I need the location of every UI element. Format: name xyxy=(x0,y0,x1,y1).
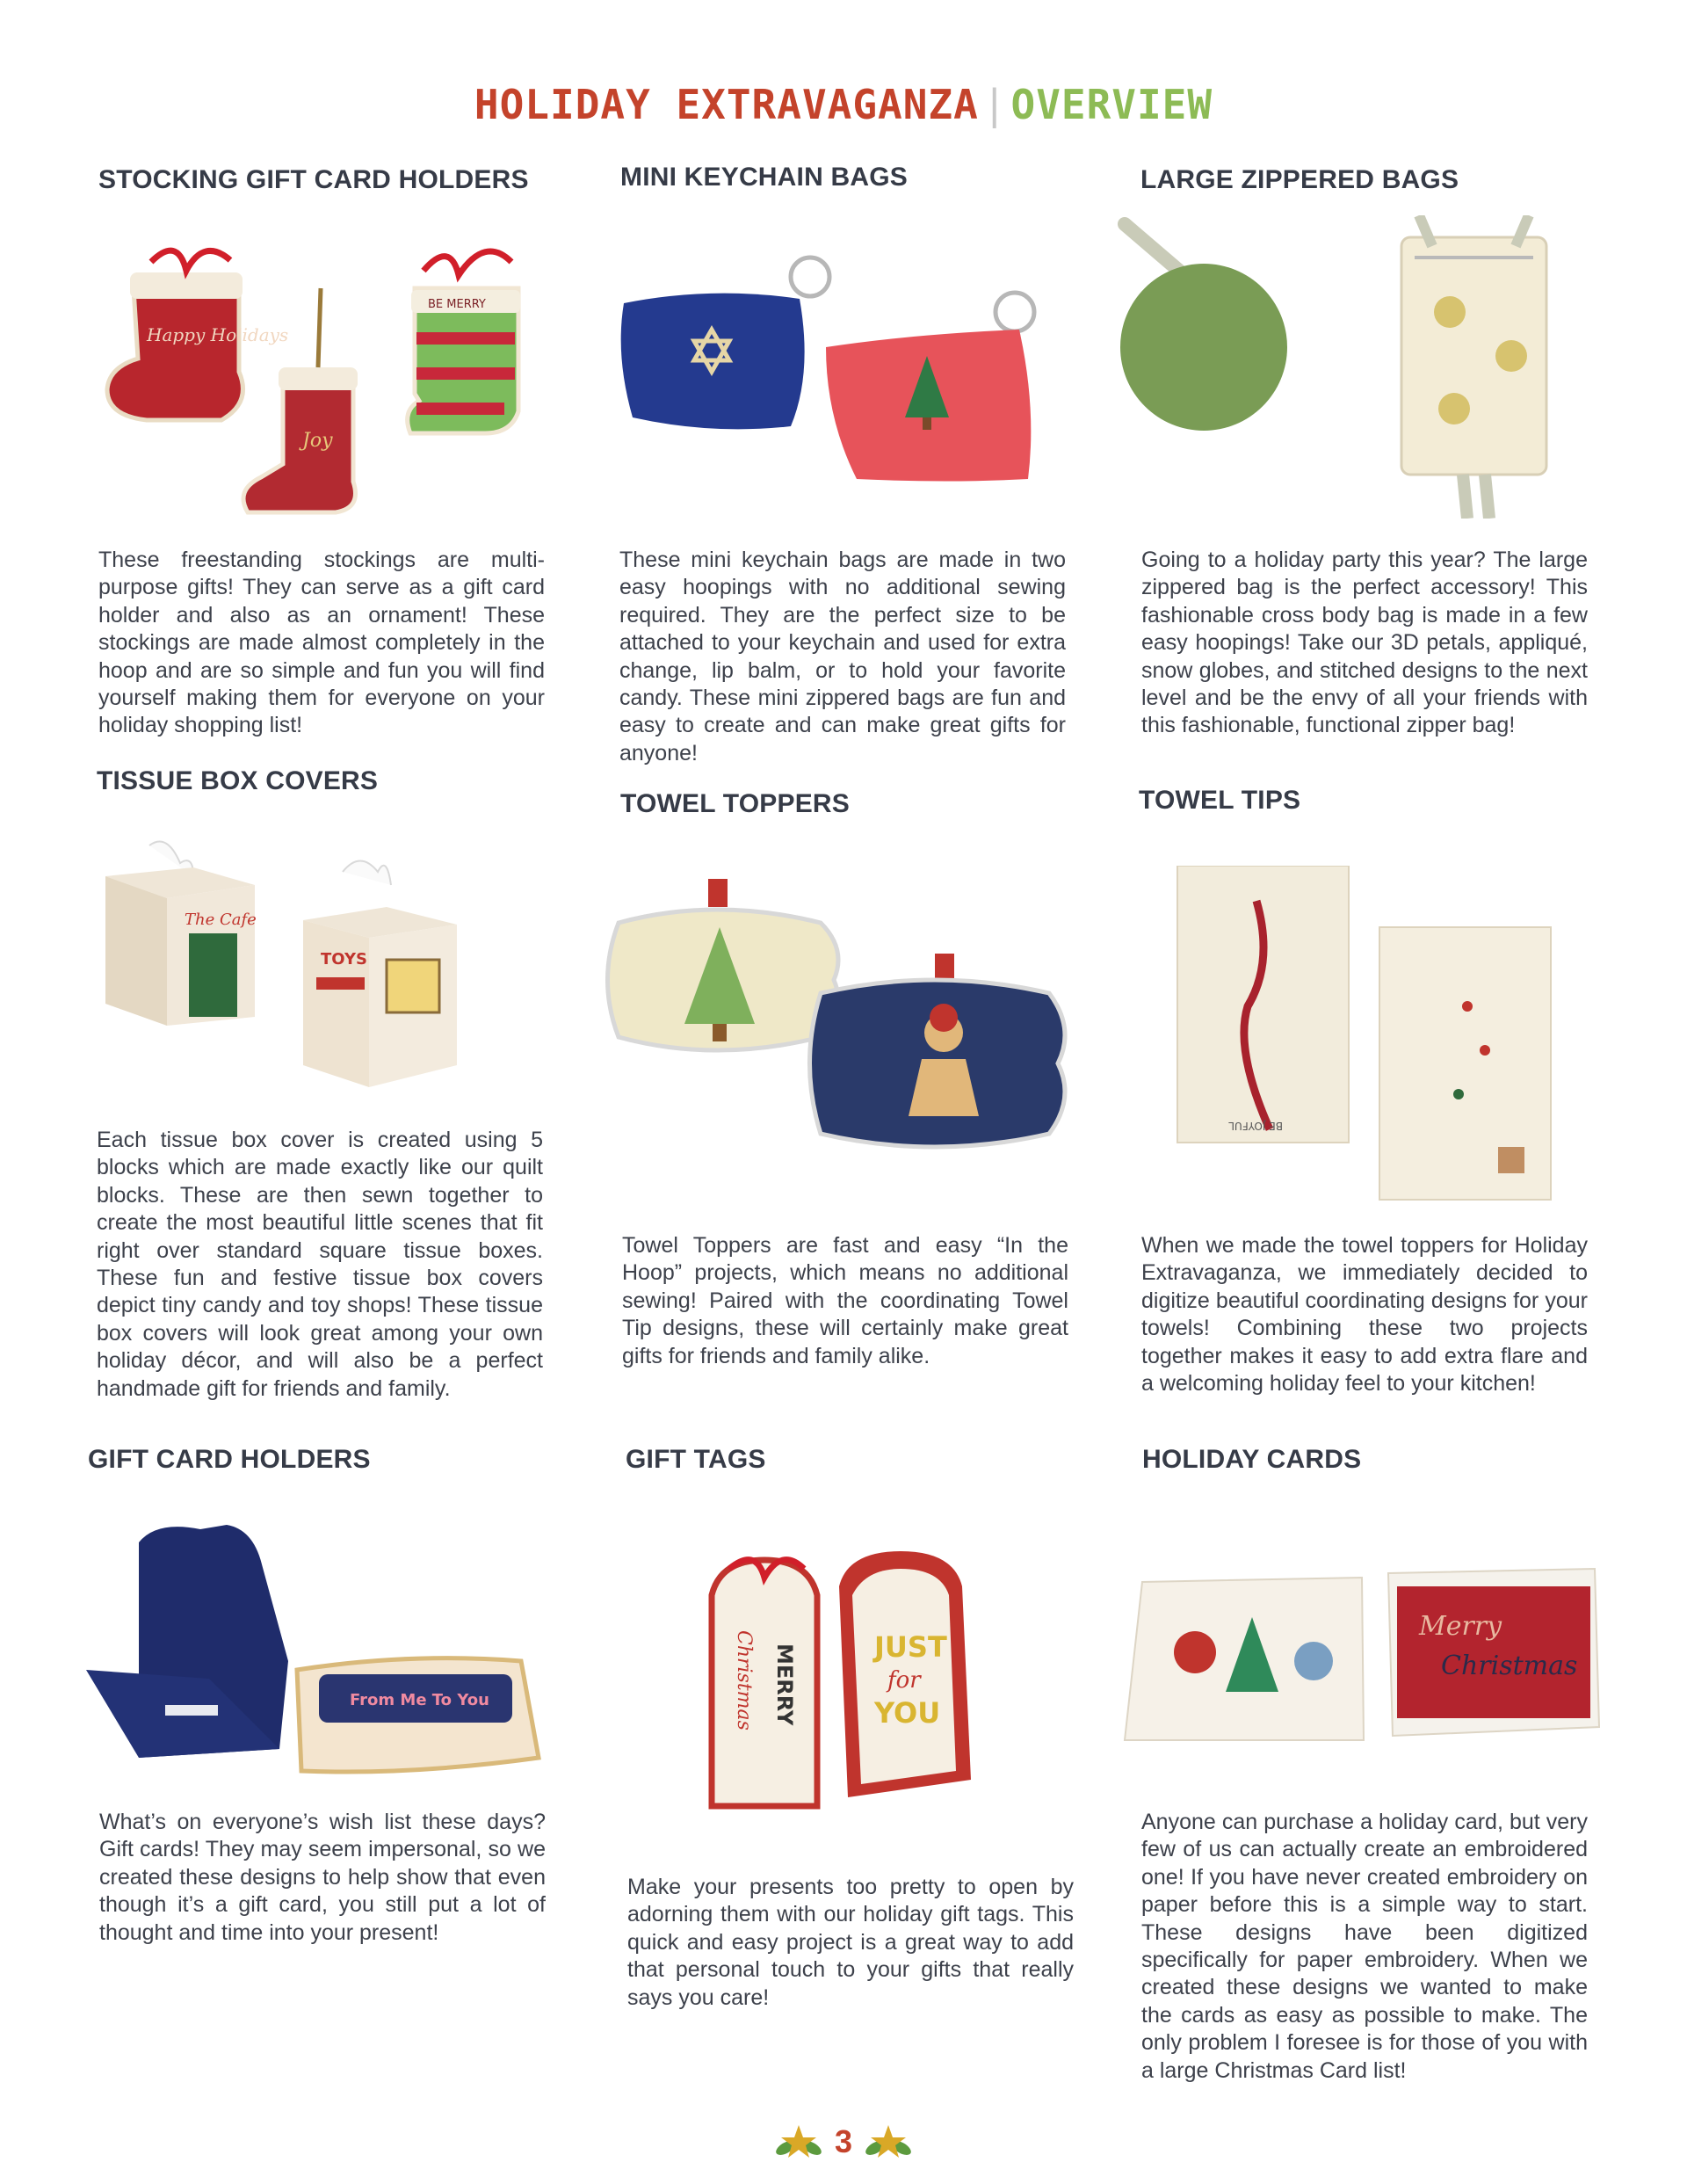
towel-toppers-image xyxy=(601,879,1075,1160)
stocking-image xyxy=(98,227,562,526)
star-holly-icon xyxy=(863,2120,914,2164)
gift-tags-title: GIFT TAGS xyxy=(626,1445,766,1474)
gift-tags-body: Make your presents too pretty to open by adorning them with our holiday gift tags. This quick and easy project is a great way to add that personal touch to your gifts that really says you care! xyxy=(627,1875,1074,2010)
gift-tags-art-label-4: for xyxy=(887,1667,921,1694)
page-number: 3 xyxy=(834,2123,853,2159)
gift-card-title: GIFT CARD HOLDERS xyxy=(88,1445,371,1474)
gift-card-image xyxy=(86,1520,543,1784)
stocking-body: These freestanding stockings are multi-purpose gifts! They can serve as a gift card holder and also as an ornament! These stockings are made almost completely in the hoop and are so simple and fun you will find yourself making them for everyone on your holiday shopping list! xyxy=(98,548,545,738)
holiday-cards-art-label-1: Merry xyxy=(1419,1611,1502,1642)
gift-tags-art-label-5: YOU xyxy=(874,1696,941,1730)
star-holly-icon xyxy=(773,2120,824,2164)
stocking-art-label-1: Happy Holidays xyxy=(147,324,289,345)
gift-tags-art-label-1: MERRY xyxy=(772,1643,797,1726)
towel-tips-body: When we made the towel toppers for Holiday Extravaganza, we immediately decided to digitize beautiful coordinating designs for your towels! Combining these two projects together makes it easy to add extra flare and a welcoming holiday feel to your kitchen! xyxy=(1141,1233,1588,1397)
gift-card-body: What’s on everyone’s wish list these days? Gift cards! They may seem impersonal, so we created these designs to help show that even though it’s a gift card, you still put a lot of thought and time into your present! xyxy=(99,1810,546,1945)
page-footer xyxy=(773,2120,914,2164)
zippered-image xyxy=(1116,215,1573,519)
stocking-art-label-2: Joy xyxy=(302,430,333,452)
towel-tips-image xyxy=(1151,866,1555,1213)
gift-tags-image xyxy=(694,1542,993,1815)
holiday-cards-image xyxy=(1116,1564,1608,1758)
header-title-left: HOLIDAY EXTRAVAGANZA xyxy=(474,81,979,128)
zippered-title: LARGE ZIPPERED BAGS xyxy=(1140,165,1459,194)
stocking-art-label-3: BE MERRY xyxy=(428,298,486,311)
keychain-image xyxy=(615,250,1072,488)
keychain-title: MINI KEYCHAIN BAGS xyxy=(620,163,908,192)
gift-tags-art-label-2: Christmas xyxy=(733,1630,755,1731)
tissue-body: Each tissue box cover is created using 5 blocks which are made exactly like our quilt blocks. These are then sewn together to create the most beautiful little scenes that fit right over standard square tissue boxes. These fun and festive tissue box covers depict tiny candy and toy shops! These tissue box covers will look great among your own holiday décor, and will also be a perfect handmade gift for friends and family. xyxy=(97,1128,543,1401)
zippered-body: Going to a holiday party this year? The large zippered bag is the perfect accessory! This fashionable cross body bag is made in a few easy hoopings! Take our 3D petals, appliqué, snow globes, and stitched designs to the next level and be the envy of all your friends with this fashionable, functional zipper bag! xyxy=(1141,548,1588,738)
page-header xyxy=(0,81,1687,128)
gift-tags-art-label-3: JUST xyxy=(874,1630,947,1664)
gift-card-art-label-1: From Me To You xyxy=(350,1691,489,1709)
towel-toppers-title: TOWEL TOPPERS xyxy=(620,789,850,818)
towel-tips-title: TOWEL TIPS xyxy=(1139,786,1301,815)
holiday-cards-title: HOLIDAY CARDS xyxy=(1142,1445,1362,1474)
tissue-image xyxy=(97,837,474,1100)
holiday-cards-body: Anyone can purchase a holiday card, but very few of us can actually create an embroidered one! If you have never created embroidery on paper before this is a simple way to start. These designs have been digitized specifically for paper embroidery. When we created these designs we wanted to make the cards as easy as possible to make. The only problem I foresee is for those of you with a large Christmas Card list! xyxy=(1141,1810,1588,2083)
header-title-right: OVERVIEW xyxy=(1010,81,1213,128)
tissue-title: TISSUE BOX COVERS xyxy=(97,766,379,795)
towel-tips-art-label-1: BE JOYFUL xyxy=(1228,1120,1283,1132)
header-separator: | xyxy=(981,81,1008,128)
towel-toppers-body: Towel Toppers are fast and easy “In the Hoop” projects, which means no additional sewing! Paired with the coordinating Towel Tip designs, these will certainly make great gifts for friends and family alike. xyxy=(622,1233,1068,1368)
stocking-title: STOCKING GIFT CARD HOLDERS xyxy=(98,165,529,194)
keychain-body: These mini keychain bags are made in two easy hoopings with no additional sewing required. They are the perfect size to be attached to your keychain and used for extra change, lip balm, or to hold your favorite candy. These mini zippered bags are fun and easy to create and can make great gifts for anyone! xyxy=(619,548,1066,765)
holiday-cards-art-label-2: Christmas xyxy=(1441,1651,1578,1681)
tissue-art-label-1: The Cafe xyxy=(185,911,257,929)
tissue-art-label-2: TOYS xyxy=(321,950,367,969)
